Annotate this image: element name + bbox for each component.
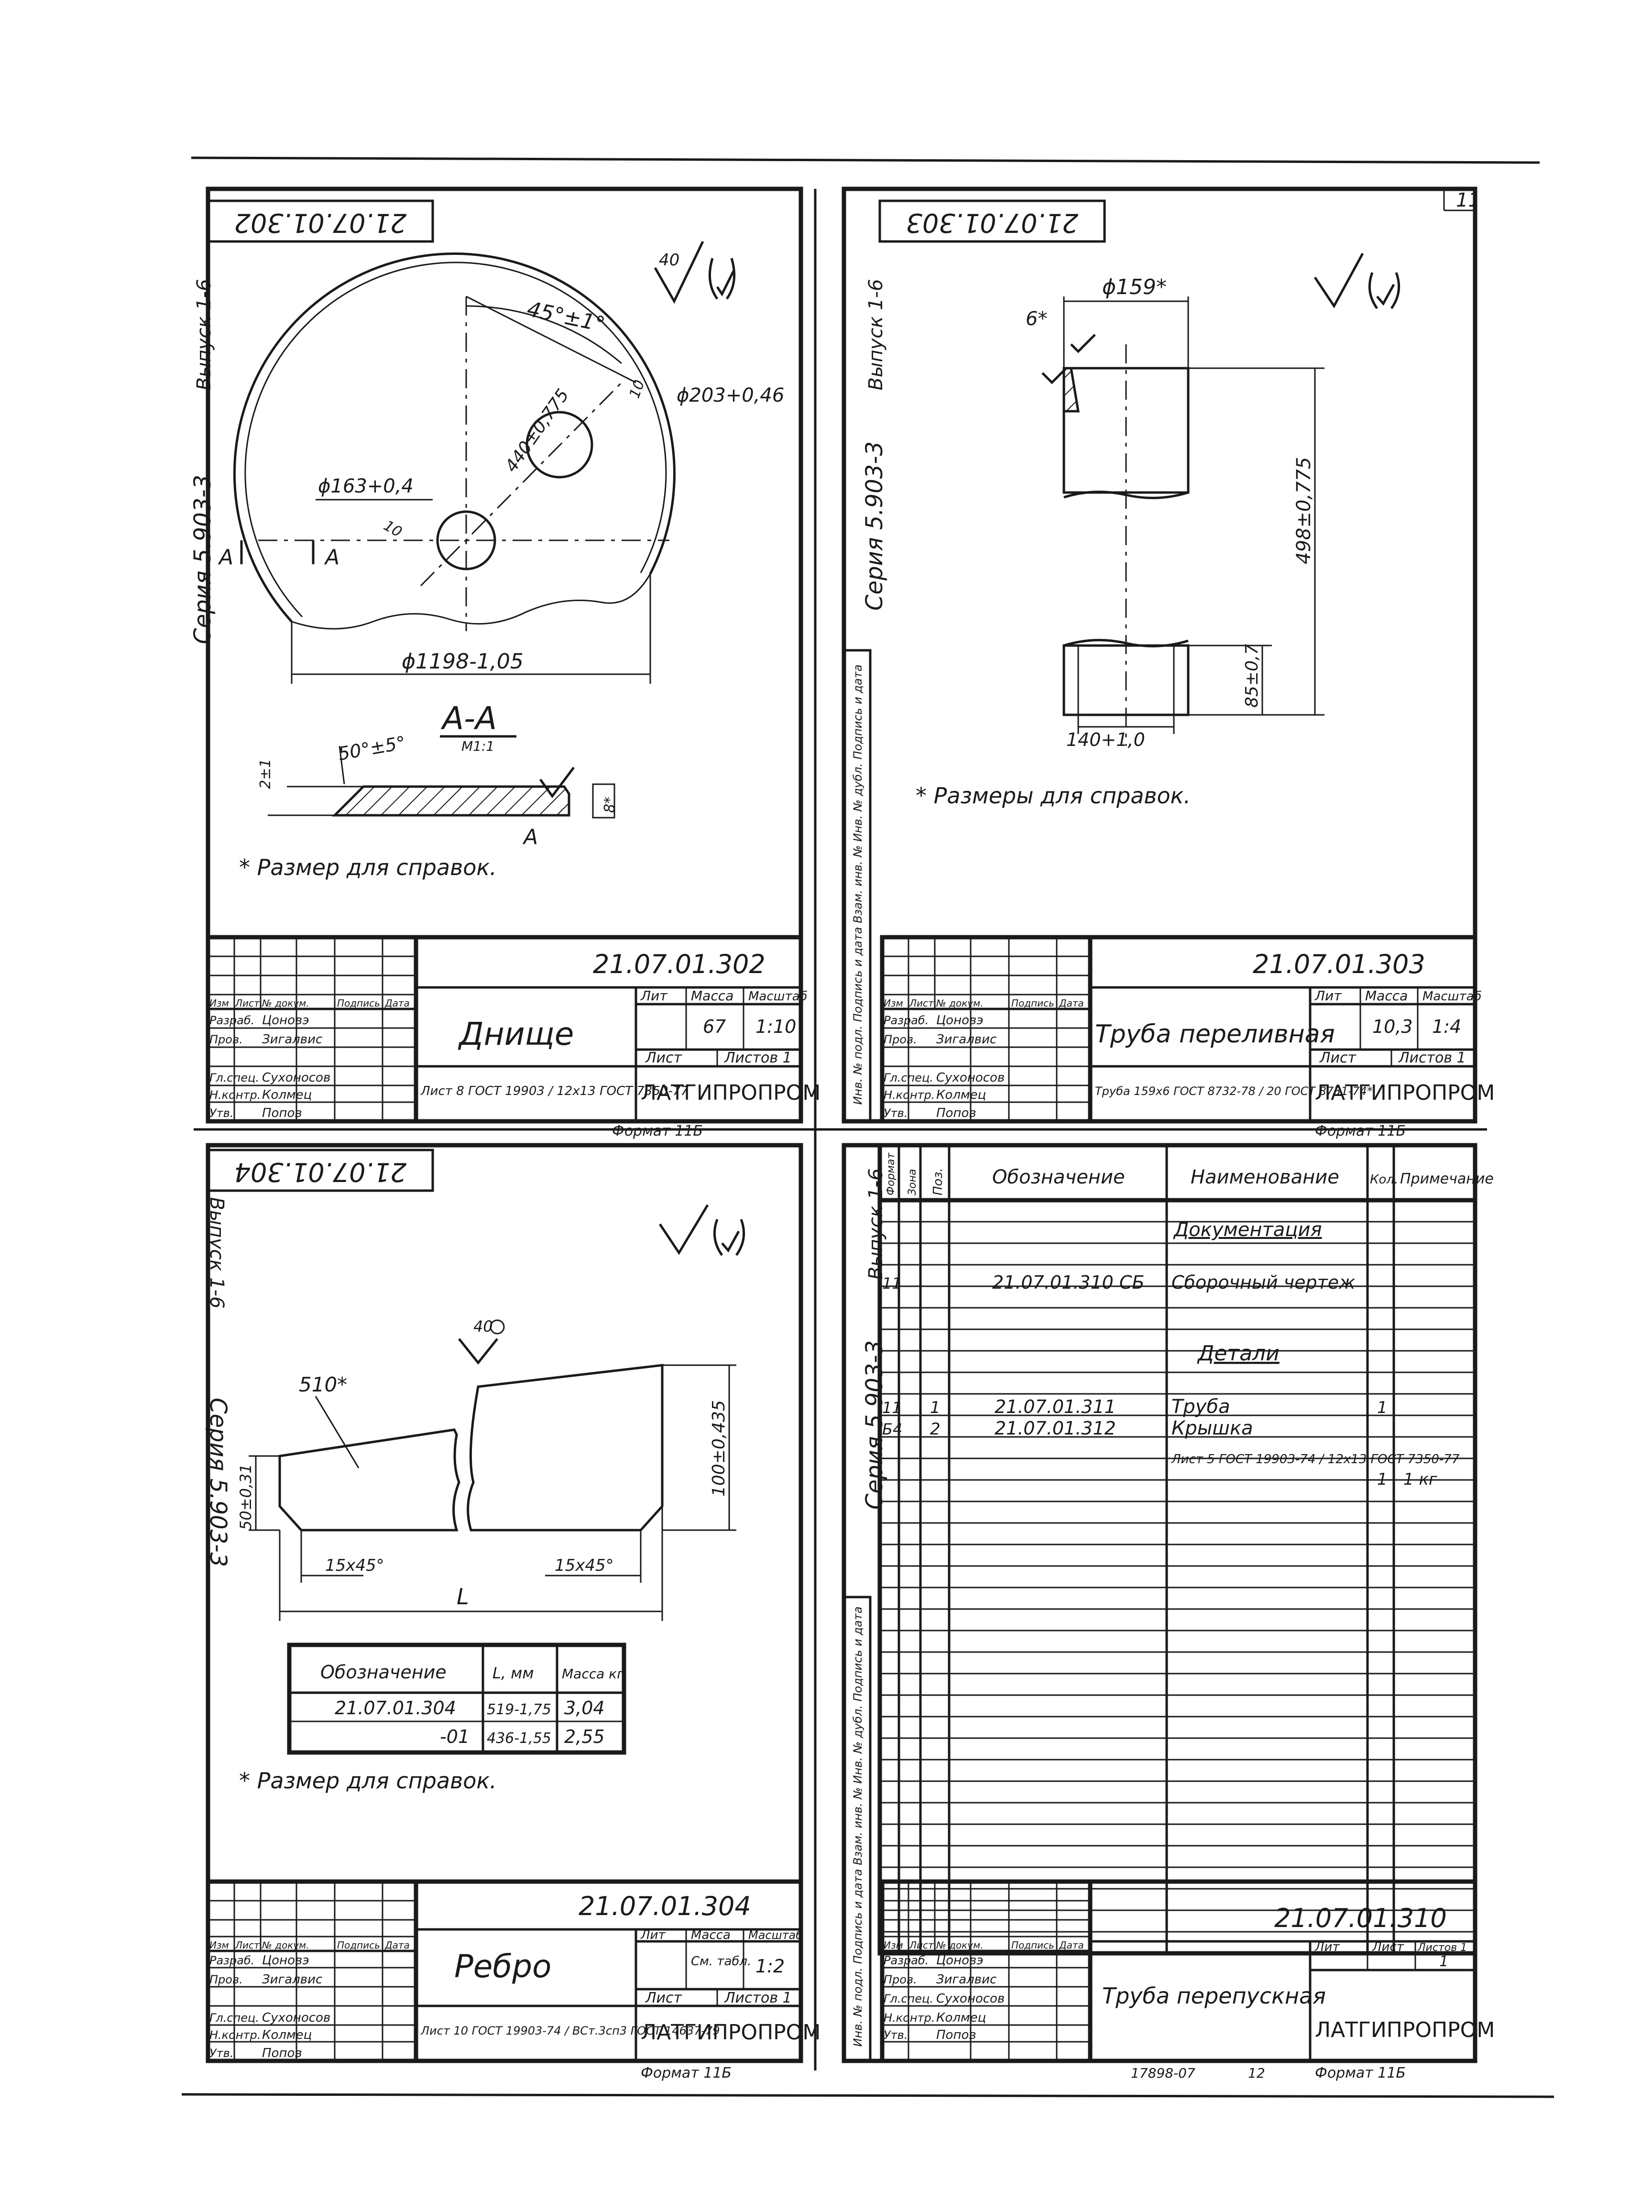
panel-304-name-1: Цоновэ (262, 1953, 309, 1968)
panel-310-lit-label: Лит (1315, 1940, 1340, 1954)
panel-303-title-block (882, 937, 1495, 1121)
panel-303-series: Серия 5.903-3 (861, 441, 888, 611)
panel-310-name-1: Цоновэ (936, 1953, 984, 1968)
panel-302-outer-dim: ϕ1198-1,05 (402, 649, 524, 674)
panel-302-dist-dim: 440±0,775 (501, 385, 573, 476)
panel-304-code: 21.07.01.304 (579, 1891, 751, 1921)
panel-302-hole-large-dim: ϕ203+0,46 (677, 384, 785, 406)
panel-310-code: 21.07.01.310 (1274, 1903, 1447, 1933)
panel-310 (844, 1145, 1495, 2081)
panel-304-chamfer-left: 15х45° (325, 1556, 384, 1575)
panel-304-roughness-icon (660, 1205, 744, 1255)
panel-310-name-2: Зигалвис (936, 1972, 997, 1987)
panel-302-col-doc: № докум. (262, 997, 309, 1009)
panel-310-row2-pos: 1 (930, 1398, 941, 1417)
panel-303-weld (1064, 368, 1078, 411)
panel-302-col-date: Дата (385, 997, 410, 1009)
panel-303-name-1: Цоновэ (936, 1013, 984, 1028)
panel-302-section-mark: A (524, 825, 538, 849)
panel-310-title-block (882, 1882, 1495, 2061)
panel-302-note: * Размер для справок. (239, 854, 497, 880)
panel-304-issue: Выпуск 1-6 (206, 1197, 228, 1309)
panel-302-break-line (292, 574, 650, 629)
panel-310-header-zone: Зона (907, 1169, 919, 1195)
panel-310-row3-pos: 2 (930, 1420, 941, 1439)
panel-302-section-scale: М1:1 (461, 738, 495, 754)
panel-302-sheets-label: Листов 1 (724, 1050, 792, 1066)
panel-303-format: Формат 11Б (1315, 1123, 1406, 1139)
panel-304-code-rotated: 21.07.01.304 (234, 1157, 407, 1187)
panel-310-role-5: Утв. (884, 2028, 908, 2042)
panel-303-name-4: Колмец (936, 1088, 986, 1102)
panel-304-title-block (208, 1882, 821, 2061)
panel-302-format: Формат 11Б (612, 1123, 703, 1139)
panel-302-col-list: Лист (235, 997, 260, 1009)
panel-304-role-3: Гл.спец. (209, 2011, 259, 2025)
panel-310-role-4: Н.контр. (884, 2011, 935, 2025)
panel-304-table-header-len: L, мм (492, 1664, 534, 1682)
panel-302-ten-b: 10 (381, 517, 405, 541)
panel-303-role-2: Пров. (884, 1033, 917, 1046)
panel-310-series: Серия 5.903-3 (861, 1340, 888, 1510)
panel-302-lit-label: Лит (641, 988, 667, 1004)
panel-303-scale: 1:4 (1432, 1016, 1462, 1037)
panel-304-table-header-code: Обозначение (320, 1662, 447, 1683)
panel-304-total-dim: L (457, 1584, 469, 1610)
panel-303-role-4: Н.контр. (884, 1088, 935, 1102)
panel-302-hole-small-dim: ϕ163+0,4 (318, 475, 414, 497)
panel-302-section-profile (335, 787, 569, 815)
panel-303-lit-label: Лит (1315, 988, 1342, 1004)
panel-310-row3-fmt: Б4 (882, 1420, 903, 1438)
panel-303-material: Труба 159х6 ГОСТ 8732-78 / 20 ГОСТ 8731-74* (1095, 1084, 1373, 1098)
panel-310-header-pos: Поз. (931, 1168, 945, 1195)
panel-303-code-rotated: 21.07.01.303 (906, 208, 1079, 238)
panel-304-mass-label: Масса (691, 1928, 731, 1942)
panel-304-rib-left (280, 1430, 459, 1530)
panel-304-table-row2-len: 436-1,55 (487, 1730, 551, 1747)
panel-304-col-sign: Подпись (337, 1939, 380, 1951)
panel-304-title: Ребро (454, 1948, 552, 1985)
panel-310-header-qty: Кол. (1370, 1172, 1399, 1187)
panel-303-col-sign: Подпись (1011, 997, 1054, 1009)
panel-303-role-5: Утв. (884, 1106, 908, 1120)
panel-304-col-list: Лист (235, 1939, 260, 1951)
panel-302-mass: 67 (703, 1016, 726, 1037)
panel-302-scale-label: Масштаб (748, 989, 808, 1004)
panel-304-chamfer-right: 15х45° (555, 1556, 614, 1575)
panel-303-len-dim: 498±0,775 (1293, 457, 1315, 564)
panel-310-header-fmt: Формат (885, 1152, 897, 1195)
panel-304-format: Формат 11Б (641, 2065, 732, 2081)
panel-303-roughness-icon (1315, 253, 1399, 308)
panel-304-name-2: Зигалвис (262, 1972, 323, 1987)
panel-310-row3-name: Крышка (1171, 1417, 1253, 1439)
panel-304-col-izm: Изм (209, 1939, 229, 1951)
panel-302-name-5: Попов (262, 1106, 302, 1120)
panel-302-bevel-dim: 50°±5° (336, 732, 407, 765)
panel-302-role-5: Утв. (209, 1106, 234, 1120)
panel-303-mass: 10,3 (1372, 1016, 1413, 1037)
panel-303-col-izm: Изм (884, 997, 903, 1009)
panel-303-wall-dim: 6* (1026, 308, 1048, 330)
panel-310-footer-num: 17898-07 (1131, 2065, 1195, 2081)
panel-302-thk-dim: 8* (602, 796, 618, 813)
panel-303-org: ЛАТГИПРОПРОМ (1315, 1081, 1495, 1105)
panel-302-name-4: Колмец (262, 1088, 312, 1102)
panel-310-role-2: Пров. (884, 1973, 917, 1986)
panel-302-col-izm: Изм (209, 997, 229, 1009)
panel-304-name-3: Сухоносов (262, 2011, 331, 2025)
page-number: 11 (1456, 189, 1480, 211)
panel-310-col-date: Дата (1059, 1939, 1084, 1951)
panel-303-scale-label: Масштаб (1422, 989, 1482, 1004)
panel-304-role-1: Разраб. (209, 1954, 255, 1967)
panel-310-spec-table (880, 1145, 1494, 1953)
panel-303-dia-dim: ϕ159* (1102, 275, 1167, 299)
panel-304-table-row1-mass: 3,04 (564, 1697, 605, 1719)
panel-303-sheet-label: Лист (1320, 1050, 1357, 1066)
panel-303 (844, 189, 1495, 1139)
panel-302-mass-label: Масса (691, 988, 734, 1004)
panel-302-col-sign: Подпись (337, 997, 380, 1009)
panel-310-row4-note: 1 кг (1403, 1470, 1437, 1489)
panel-302-role-4: Н.контр. (209, 1088, 261, 1102)
panel-304-role-5: Утв. (209, 2047, 234, 2060)
panel-304-table-row2-mass: 2,55 (564, 1726, 605, 1747)
panel-304-scale-label: Масштаб (748, 1928, 803, 1942)
panel-304-mass: См. табл. (691, 1954, 752, 1969)
panel-310-col-doc: № докум. (936, 1939, 984, 1951)
panel-304-lit-label: Лит (641, 1928, 666, 1942)
panel-303-width-dim: 140+1,0 (1066, 729, 1145, 750)
panel-303-role-3: Гл.спец. (884, 1071, 933, 1084)
panel-304-table-row1-code: 21.07.01.304 (335, 1697, 456, 1719)
panel-310-row3-code: 21.07.01.312 (995, 1418, 1116, 1439)
panel-310-row1-fmt: 11 (882, 1274, 902, 1292)
panel-303-name-3: Сухоносов (936, 1071, 1005, 1085)
panel-302 (189, 189, 821, 1139)
panel-302-issue: Выпуск 1-6 (193, 279, 215, 391)
panel-303-len2-dim: 85±0,7 (1242, 644, 1262, 708)
panel-302-name-2: Зигалвис (262, 1032, 323, 1047)
panel-310-name-3: Сухоносов (936, 1992, 1005, 2006)
panel-310-role-3: Гл.спец. (884, 1992, 933, 2005)
panel-302-cut-right: A (325, 545, 340, 569)
panel-310-role-1: Разраб. (884, 1954, 929, 1967)
panel-310-row2-name: Труба (1171, 1396, 1230, 1418)
panel-303-title: Труба переливная (1095, 1020, 1335, 1049)
panel-304-note: * Размер для справок. (239, 1768, 497, 1794)
panel-304-series: Серия 5.903-3 (205, 1397, 231, 1567)
panel-310-row2-code: 21.07.01.311 (995, 1396, 1116, 1417)
panel-304-col-doc: № докум. (262, 1939, 309, 1951)
panel-304-h-right-dim: 100±0,435 (709, 1400, 729, 1497)
panel-302-series: Серия 5.903-3 (189, 474, 216, 645)
panel-302-section-title: A-A (442, 700, 497, 737)
panel-304-name-4: Колмец (262, 2028, 312, 2042)
panel-304-sheet-label: Лист (645, 1990, 682, 2006)
panel-310-org: ЛАТГИПРОПРОМ (1315, 2018, 1495, 2042)
panel-310-footer-page: 12 (1248, 2065, 1265, 2081)
panel-303-col-doc: № докум. (936, 997, 984, 1009)
panel-304-table-row1-len: 519-1,75 (487, 1701, 551, 1718)
panel-310-header-code: Обозначение (992, 1166, 1125, 1188)
panel-303-side-stamp: Инв. № подл. Подпись и дата Взам. инв. № Инв. № дубл. Подпись и дата (851, 664, 864, 1105)
panel-310-col-izm: Изм (884, 1939, 903, 1951)
panel-310-header-name: Наименование (1191, 1166, 1339, 1188)
panel-304-col-date: Дата (385, 1939, 410, 1951)
panel-303-sheets-label: Листов 1 (1399, 1050, 1466, 1066)
panel-304-role-2: Пров. (209, 1973, 243, 1986)
panel-303-name-2: Зигалвис (936, 1032, 997, 1047)
panel-303-col-list: Лист (909, 997, 934, 1009)
panel-310-col-sign: Подпись (1011, 1939, 1054, 1951)
panel-310-section-parts: Детали (1198, 1341, 1280, 1366)
panel-303-code: 21.07.01.303 (1253, 949, 1425, 979)
panel-304 (205, 1145, 821, 2081)
panel-302-cut-left: A (219, 545, 234, 569)
panel-304-scale: 1:2 (755, 1956, 785, 1977)
panel-310-section-docs: Документация (1174, 1219, 1322, 1241)
panel-304-role-4: Н.контр. (209, 2028, 261, 2042)
panel-304-name-5: Попов (262, 2046, 302, 2060)
panel-310-format: Формат 11Б (1315, 2065, 1406, 2081)
bottom-scan-line (182, 2094, 1554, 2097)
panel-310-title-line: Труба перепускная (1102, 1983, 1326, 2009)
panel-304-org: ЛАТГИПРОПРОМ (641, 2020, 821, 2045)
panel-302-ten-a: 10 (626, 377, 648, 401)
panel-304-len-ref-dim: 510* (299, 1373, 348, 1396)
panel-302-sheet-label: Лист (645, 1050, 682, 1066)
panel-310-sheets: 1 (1439, 1953, 1449, 1970)
panel-304-h-left-dim: 50±0,31 (237, 1464, 255, 1530)
panel-310-sheets-label: Листов 1 (1418, 1942, 1467, 1954)
panel-302-code-rotated: 21.07.01.302 (234, 208, 407, 238)
panel-304-material: Лист 10 ГОСТ 19903-74 / ВСт.3сп3 ГОСТ 14637-79 (421, 2024, 720, 2037)
panel-310-side-stamp: Инв. № подл. Подпись и дата Взам. инв. № Инв. № дубл. Подпись и дата (851, 1606, 864, 2047)
panel-302-roughness-value: 40 (659, 251, 680, 270)
panel-303-issue: Выпуск 1-6 (865, 279, 887, 391)
panel-303-name-5: Попов (936, 1106, 976, 1120)
panel-302-scale: 1:10 (755, 1016, 797, 1037)
panel-302-org: ЛАТГИПРОПРОМ (641, 1081, 821, 1105)
panel-302-role-2: Пров. (209, 1033, 243, 1046)
panel-310-row2-fmt: 11 (882, 1399, 902, 1417)
panel-304-rib-right (468, 1365, 662, 1530)
panel-303-note: * Размеры для справок. (916, 783, 1191, 809)
panel-310-row4-name: Лист 5 ГОСТ 19903-74 / 12х13 ГОСТ 7350-77 (1171, 1452, 1460, 1467)
panel-310-name-5: Попов (936, 2028, 976, 2042)
panel-302-gap-dim: 2±1 (257, 758, 274, 789)
panel-304-sheets-label: Листов 1 (724, 1990, 792, 2006)
panel-310-row4-qty: 1 (1377, 1470, 1388, 1489)
panel-303-col-date: Дата (1059, 997, 1084, 1009)
panel-302-name-3: Сухоносов (262, 1071, 331, 1085)
panel-310-header-note: Примечание (1400, 1171, 1494, 1187)
panel-304-table-row2-code: -01 (440, 1726, 470, 1747)
panel-310-row1-name: Сборочный чертеж (1171, 1272, 1356, 1293)
panel-310-issue: Выпуск 1-6 (865, 1168, 887, 1280)
top-scan-line (191, 158, 1540, 163)
panel-310-sheet-label: Лист (1372, 1940, 1404, 1954)
panel-302-material: Лист 8 ГОСТ 19903 / 12х13 ГОСТ 7350-77 (421, 1084, 689, 1098)
panel-302-role-3: Гл.спец. (209, 1071, 259, 1084)
panel-302-role-1: Разраб. (209, 1014, 255, 1027)
panel-304-roughness-value: 40 (473, 1317, 493, 1336)
panel-304-table-header-mass: Масса кг (562, 1666, 624, 1682)
panel-302-angle-dim: 45°±1° (525, 296, 607, 338)
panel-303-role-1: Разраб. (884, 1014, 929, 1027)
panel-302-name-1: Цоновэ (262, 1013, 309, 1028)
panel-303-mass-label: Масса (1365, 988, 1408, 1004)
panel-310-col-list: Лист (909, 1939, 934, 1951)
panel-302-code: 21.07.01.302 (593, 949, 766, 979)
panel-304-variant-table (289, 1645, 624, 1752)
panel-302-title: Днище (459, 1016, 574, 1052)
panel-302-title-block (208, 937, 821, 1121)
panel-310-row2-qty: 1 (1377, 1398, 1388, 1417)
panel-310-row1-code: 21.07.01.310 СБ (992, 1272, 1145, 1293)
panel-310-name-4: Колмец (936, 2011, 986, 2025)
